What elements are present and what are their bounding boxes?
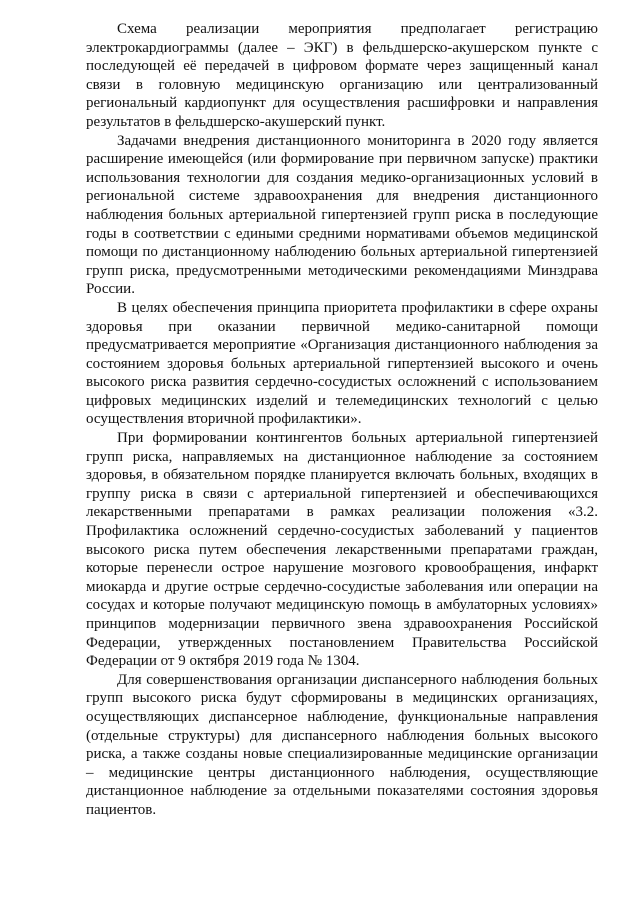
paragraph-monitoring-tasks: Задачами внедрения дистанционного мониторинга в 2020 году является расширение имеющейся (или формирование при первичном запуске) практики использования технологии для создания медико-организационных условий в региональной системе здравоохранения для внедрения дистанционного наблюдения больных артериальной гипертензией групп риска в последующие годы в соответствии с едиными средними нормативами объемов медицинской помощи по дистанционному наблюдению больных артериальной гипертензией групп риска, предусмотренными методическими рекомендациями Минздрава России. (86, 132, 598, 298)
paragraph-dispensary-observation: Для совершенствования организации диспансерного наблюдения больных групп высокого риска будут сформированы в медицинских организациях, осуществляющих диспансерное наблюдение, функциональные направления (отдельные структуры) для диспансерного наблюдения больных высокого риска, а также созданы новые специализированные медицинские организации – медицинские центры дистанционного наблюдения, осуществляющие дистанционное наблюдение за отдельными показателями состояния здоровья пациентов. (86, 671, 598, 818)
paragraph-patient-contingents: При формировании контингентов больных артериальной гипертензией групп риска, направляемых на дистанционное наблюдение за состоянием здоровья, в обязательном порядке планируется включать больных, входящих в группу риска в связи с артериальной гипертензией и обеспечивающихся лекарственными препаратами в рамках реализации положения «3.2. Профилактика осложнений сердечно-сосудистых заболеваний у пациентов высокого риска путем обеспечения лекарственными препаратами граждан, которые перенесли острое нарушение мозгового кровообращения, инфаркт миокарда и другие острые сердечно-сосудистые заболевания или операции на сосудах и которые получают медицинскую помощь в амбулаторных условиях» принципов модернизации первичного звена здравоохранения Российской Федерации, утвержденных постановлением Правительства Российской Федерации от 9 октября 2019 года № 1304. (86, 430, 598, 670)
document-body (86, 20, 598, 820)
paragraph-ecg-scheme: Схема реализации мероприятия предполагает регистрацию электрокардиограммы (далее – ЭКГ) в фельдшерско-акушерском пункте с последующей её передачей в цифровом формате через защищенный канал связи в головную медицинскую организацию или централизованный региональный кардиопункт для осуществления расшифровки и направления результатов в фельдшерско-акушерский пункт. (86, 21, 598, 130)
paragraph-prevention-priority: В целях обеспечения принципа приоритета профилактики в сфере охраны здоровья при оказании первичной медико-санитарной помощи предусматривается мероприятие «Организация дистанционного наблюдения за состоянием здоровья больных артериальной гипертензией высокого и очень высокого риска развития сердечно-сосудистых осложнений с использованием цифровых медицинских изделий и телемедицинских технологий с целью осуществления вторичной профилактики». (86, 299, 598, 428)
